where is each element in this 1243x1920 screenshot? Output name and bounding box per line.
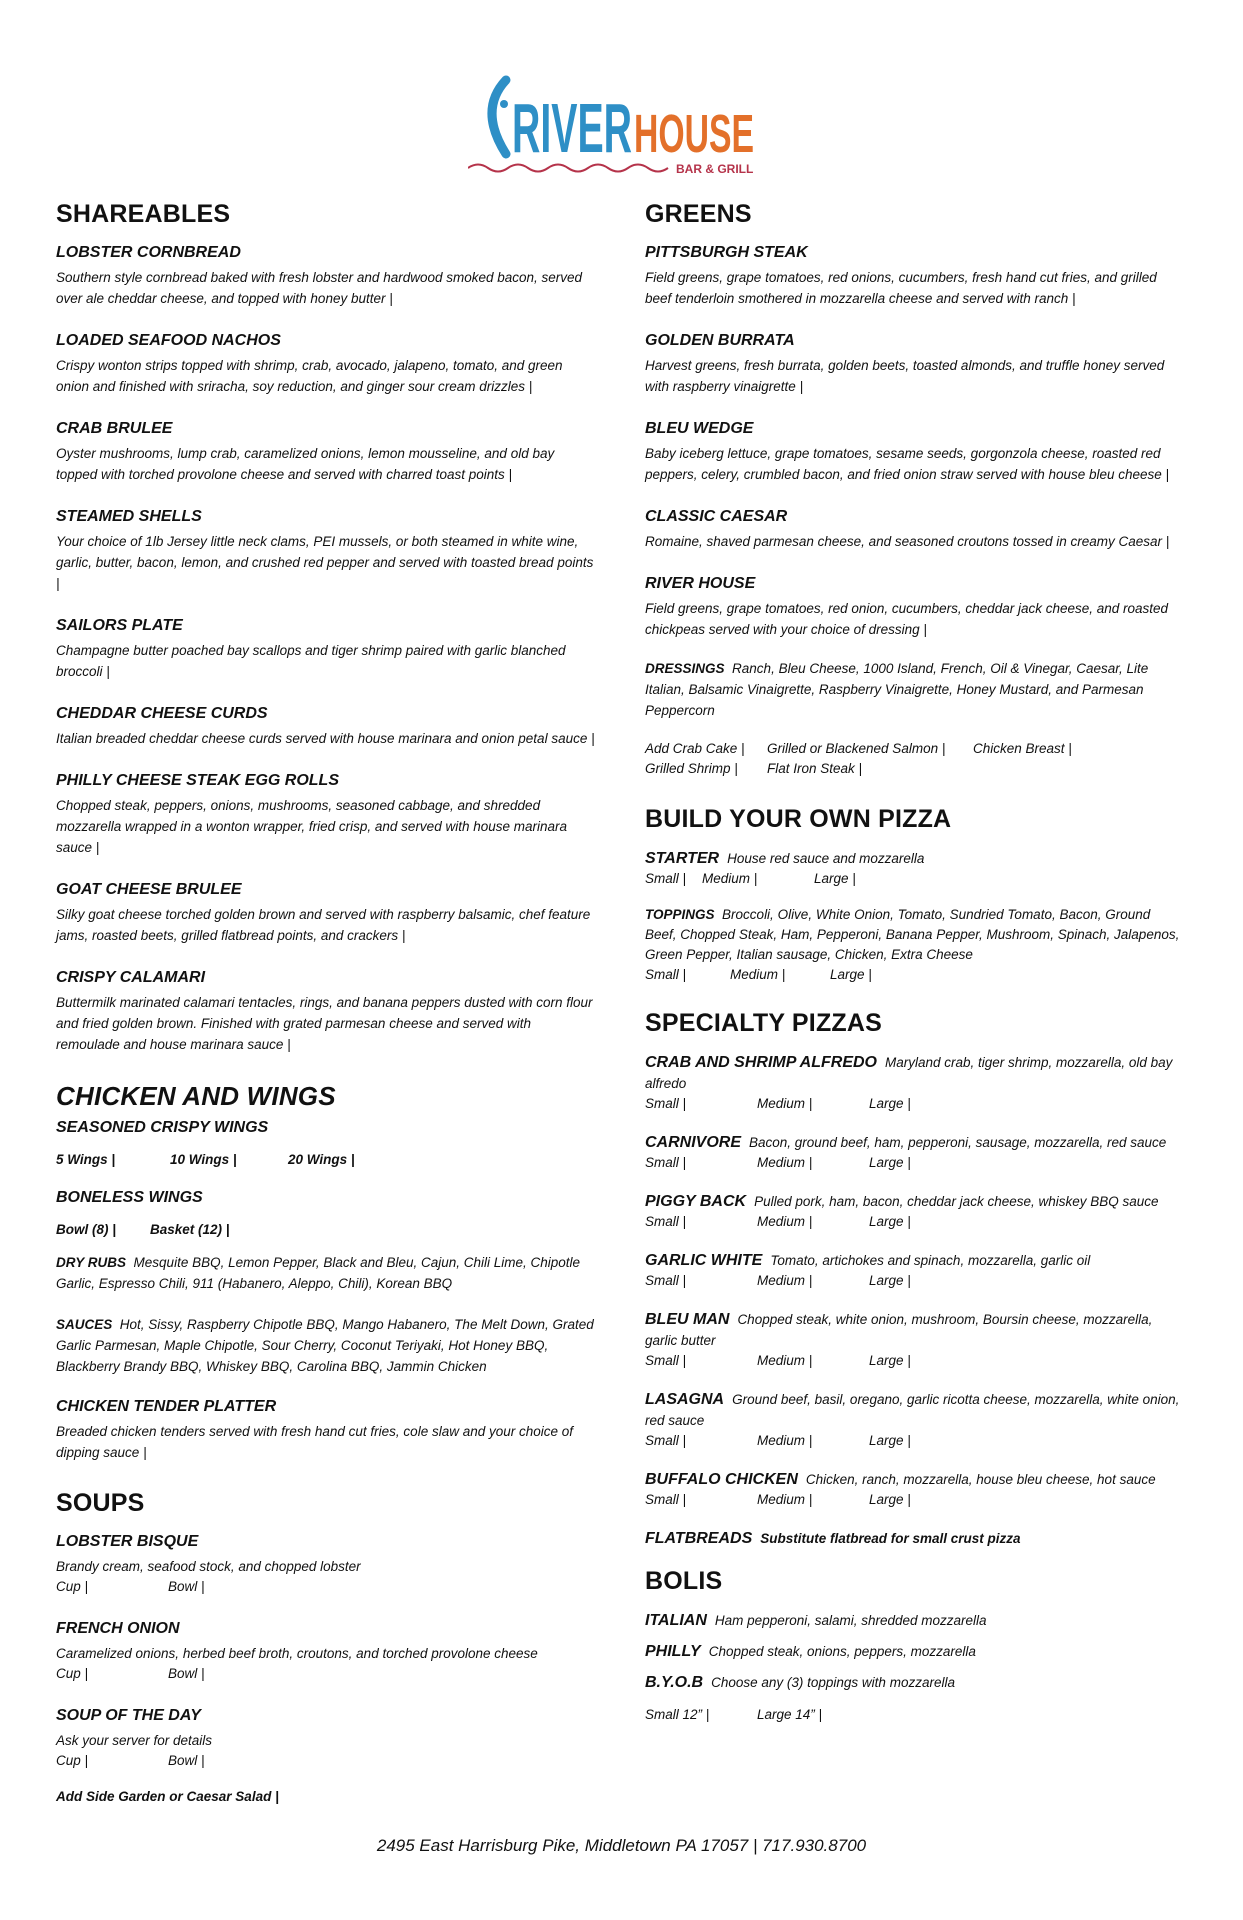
item-line	[645, 848, 1185, 869]
item-name: FLATBREADS	[645, 1530, 753, 1547]
size-option: Large |	[830, 967, 872, 982]
item-desc: Italian breaded cheddar cheese curds served with house marinara and onion petal sauce |	[56, 731, 595, 746]
item-name: SOUP OF THE DAY	[56, 1707, 201, 1724]
item-desc: House red sauce and mozzarella	[727, 851, 925, 866]
item-desc: Baby iceberg lettuce, grape tomatoes, sesame seeds, gorgonzola cheese, roasted red peppers, celery, crumbled bacon, and fried onion straw served with house bleu cheese |	[645, 446, 1170, 482]
item-name: PITTSBURGH STEAK	[645, 244, 808, 261]
size-option: Cup |	[56, 1666, 89, 1681]
menu-item	[645, 1191, 1185, 1232]
item-name: GOAT CHEESE BRULEE	[56, 881, 242, 898]
size-option: Medium |	[757, 1492, 813, 1507]
size-option: Medium |	[757, 1155, 813, 1170]
item-name: STARTER	[645, 850, 720, 867]
item-name: LOADED SEAFOOD NACHOS	[56, 332, 281, 349]
item-name: CLASSIC CAESAR	[645, 508, 788, 525]
menu-item	[56, 331, 596, 397]
size-options	[56, 1220, 596, 1240]
item-desc: Brandy cream, seafood stock, and chopped lobster	[56, 1559, 361, 1574]
size-option: Medium |	[757, 1214, 813, 1229]
menu-item	[645, 331, 1185, 397]
riverhouse-logo	[468, 42, 778, 177]
size-option: Large 14” |	[757, 1707, 823, 1722]
item-name: BONELESS WINGS	[56, 1189, 203, 1206]
menu-item	[645, 1469, 1185, 1510]
size-options	[645, 1094, 1185, 1114]
item-line	[645, 1528, 1185, 1549]
menu-item	[56, 968, 596, 1055]
size-options	[645, 1705, 1185, 1725]
size-option: Bowl |	[168, 1579, 205, 1594]
menu-item	[56, 1532, 596, 1597]
section-title-soups: SOUPS	[56, 1489, 145, 1517]
menu-item	[56, 1118, 596, 1170]
item-desc: Chopped steak, white onion, mushroom, Boursin cheese, mozzarella, garlic butter	[645, 1312, 1153, 1348]
item-name: CRAB AND SHRIMP ALFREDO	[645, 1054, 877, 1071]
size-option: Cup |	[56, 1579, 89, 1594]
section-title-greens: GREENS	[645, 200, 752, 228]
size-option: Large |	[869, 1096, 911, 1111]
item-name: CARNIVORE	[645, 1134, 742, 1151]
size-option: Small |	[645, 1433, 687, 1448]
item-desc: Romaine, shaved parmesan cheese, and seasoned croutons tossed in creamy Caesar |	[645, 534, 1170, 549]
addon-option: Grilled Shrimp |	[645, 761, 738, 776]
addon-option: Grilled or Blackened Salmon |	[767, 741, 946, 756]
size-options	[56, 1150, 596, 1170]
item-desc: Choose any (3) toppings with mozzarella	[711, 1675, 955, 1690]
item-name: SAILORS PLATE	[56, 617, 183, 634]
menu-item	[56, 771, 596, 858]
item-desc: Field greens, grape tomatoes, red onions, cucumbers, fresh hand cut fries, and grilled beef tenderloin smothered in mozzarella cheese and served with ranch |	[645, 270, 1157, 306]
size-option: Large |	[869, 1273, 911, 1288]
menu-item	[645, 1389, 1185, 1451]
item-name: CRAB BRULEE	[56, 420, 173, 437]
section-title-byo-pizza: BUILD YOUR OWN PIZZA	[645, 805, 952, 833]
item-name: CHICKEN TENDER PLATTER	[56, 1398, 277, 1415]
item-name: FRENCH ONION	[56, 1620, 180, 1637]
size-option: 5 Wings |	[56, 1152, 116, 1167]
size-options	[56, 1577, 596, 1597]
menu-item	[645, 1610, 1185, 1631]
item-desc: Breaded chicken tenders served with fresh hand cut fries, cole slaw and your choice of dipping sauce |	[56, 1424, 574, 1460]
size-option: Small |	[645, 1353, 687, 1368]
size-option: Medium |	[757, 1433, 813, 1448]
sauces-label: SAUCES	[56, 1317, 113, 1332]
size-option: 10 Wings |	[170, 1152, 237, 1167]
size-option: Medium |	[702, 871, 758, 886]
item-desc: Bacon, ground beef, ham, pepperoni, sausage, mozzarella, red sauce	[749, 1135, 1167, 1150]
size-option: Small |	[645, 1214, 687, 1229]
item-desc: Tomato, artichokes and spinach, mozzarella, garlic oil	[770, 1253, 1091, 1268]
size-option: Bowl |	[168, 1666, 205, 1681]
dry-rubs-list: Mesquite BBQ, Lemon Pepper, Black and Bleu, Cajun, Chili Lime, Chipotle Garlic, Espresso Chili, 911 (Habanero, Aleppo, Chili), Korean BBQ	[56, 1255, 581, 1291]
item-desc: Caramelized onions, herbed beef broth, croutons, and torched provolone cheese	[56, 1646, 538, 1661]
addons-row	[645, 739, 1185, 759]
size-options	[645, 1212, 1185, 1232]
menu-item	[56, 419, 596, 485]
item-name: RIVER HOUSE	[645, 575, 756, 592]
size-option: Small |	[645, 1096, 687, 1111]
item-line	[645, 1389, 1185, 1431]
menu-item	[56, 1397, 596, 1463]
size-option: Small 12” |	[645, 1707, 710, 1722]
item-desc: Substitute flatbread for small crust pizza	[760, 1531, 1021, 1546]
item-desc: Maryland crab, tiger shrimp, mozzarella, old bay alfredo	[645, 1055, 1173, 1091]
dry-rubs-label: DRY RUBS	[56, 1255, 127, 1270]
size-option: Small |	[645, 1155, 687, 1170]
menu-item	[645, 1250, 1185, 1291]
item-desc: Ground beef, basil, oregano, garlic ricotta cheese, mozzarella, white onion, red sauce	[645, 1392, 1180, 1428]
size-option: Medium |	[757, 1096, 813, 1111]
menu-item	[56, 616, 596, 682]
side-salad-addon: Add Side Garden or Caesar Salad |	[56, 1789, 279, 1804]
size-option: Medium |	[757, 1273, 813, 1288]
item-desc: Chopped steak, onions, peppers, mozzarella	[708, 1644, 976, 1659]
item-name: ITALIAN	[645, 1612, 707, 1629]
menu-item	[645, 1528, 1185, 1549]
item-name: GOLDEN BURRATA	[645, 332, 795, 349]
item-name: PHILLY	[645, 1643, 701, 1660]
item-desc: Southern style cornbread baked with fresh lobster and hardwood smoked bacon, served over ale cheddar cheese, and topped with honey butter |	[56, 270, 583, 306]
dressings-label: DRESSINGS	[645, 661, 725, 676]
item-name: BLEU WEDGE	[645, 420, 754, 437]
item-name: STEAMED SHELLS	[56, 508, 202, 525]
size-option: Large |	[869, 1353, 911, 1368]
size-option: Small |	[645, 1492, 687, 1507]
dry-rubs	[56, 1252, 596, 1294]
item-desc: Pulled pork, ham, bacon, cheddar jack cheese, whiskey BBQ sauce	[754, 1194, 1159, 1209]
addon-option: Add Crab Cake |	[645, 741, 745, 756]
menu-item	[56, 880, 596, 946]
size-options	[56, 1664, 596, 1684]
menu-item	[645, 507, 1185, 552]
item-desc: Champagne butter poached bay scallops and tiger shrimp paired with garlic blanched broccoli |	[56, 643, 566, 679]
menu-item	[645, 1309, 1185, 1371]
item-desc: Ask your server for details	[56, 1733, 213, 1748]
item-desc: Ham pepperoni, salami, shredded mozzarella	[714, 1613, 987, 1628]
sauces	[56, 1314, 596, 1377]
size-option: Large |	[869, 1433, 911, 1448]
menu-item	[645, 1641, 1185, 1662]
size-option: Bowl (8) |	[56, 1222, 117, 1237]
menu-item	[645, 574, 1185, 640]
size-option: Large |	[869, 1155, 911, 1170]
size-option: Cup |	[56, 1753, 89, 1768]
size-option: 20 Wings |	[288, 1152, 355, 1167]
item-name: CRISPY CALAMARI	[56, 969, 206, 986]
item-name: SEASONED CRISPY WINGS	[56, 1119, 269, 1136]
item-name: CHEDDAR CHEESE CURDS	[56, 705, 268, 722]
size-option: Basket (12) |	[150, 1222, 230, 1237]
item-desc: Chicken, ranch, mozzarella, house bleu cheese, hot sauce	[805, 1472, 1156, 1487]
size-options	[645, 1153, 1185, 1173]
size-option: Small |	[645, 967, 687, 982]
section-title-wings: CHICKEN AND WINGS	[56, 1081, 336, 1111]
logo-tagline: BAR & GRILL	[676, 162, 754, 176]
item-desc: Harvest greens, fresh burrata, golden beets, toasted almonds, and truffle honey served with raspberry vinaigrette |	[645, 358, 1165, 394]
addon-option: Flat Iron Steak |	[767, 761, 863, 776]
logo-house: HOUSE	[634, 104, 754, 164]
item-line	[645, 1132, 1185, 1153]
size-options	[645, 1431, 1185, 1451]
menu-item	[645, 848, 1185, 889]
menu-item	[645, 419, 1185, 485]
item-desc: Silky goat cheese torched golden brown and served with raspberry balsamic, chef feature jams, roasted beets, grilled flatbread points, and crackers |	[56, 907, 591, 943]
menu-item	[645, 905, 1185, 985]
menu-item	[645, 243, 1185, 309]
right-column	[645, 200, 1185, 1725]
section-title-shareables: SHAREABLES	[56, 200, 231, 228]
logo-river: RIVER	[512, 89, 632, 167]
menu-item	[56, 243, 596, 309]
item-desc: Crispy wonton strips topped with shrimp, crab, avocado, jalapeno, tomato, and green onion and finished with sriracha, soy reduction, and ginger sour cream drizzles |	[56, 358, 563, 394]
menu-item	[56, 1619, 596, 1684]
size-option: Large |	[869, 1214, 911, 1229]
item-name: B.Y.O.B	[645, 1674, 704, 1691]
size-option: Small |	[645, 871, 687, 886]
item-name: PHILLY CHEESE STEAK EGG ROLLS	[56, 772, 339, 789]
size-options	[56, 1751, 596, 1771]
item-desc: Field greens, grape tomatoes, red onion, cucumbers, cheddar jack cheese, and roasted chickpeas served with your choice of dressing |	[645, 601, 1169, 637]
addons-row	[645, 759, 1185, 779]
menu-item	[56, 1188, 596, 1240]
address-footer: 2495 East Harrisburg Pike, Middletown PA 17057 | 717.930.8700	[376, 1836, 867, 1855]
item-name: BUFFALO CHICKEN	[645, 1471, 798, 1488]
item-name: LOBSTER CORNBREAD	[56, 244, 241, 261]
toppings-list: Broccoli, Olive, White Onion, Tomato, Sundried Tomato, Bacon, Ground Beef, Chopped Steak, Ham, Pepperoni, Banana Pepper, Mushroom, Spinach, Jalapenos, Green Pepper, Italian sausage, Chicken, Extra Cheese	[645, 907, 1180, 962]
size-option: Small |	[645, 1273, 687, 1288]
item-line	[645, 1052, 1185, 1094]
item-line	[645, 1250, 1185, 1271]
size-option: Medium |	[757, 1353, 813, 1368]
menu-item	[56, 507, 596, 594]
item-line	[645, 1469, 1185, 1490]
size-option: Bowl |	[168, 1753, 205, 1768]
size-options	[645, 965, 1185, 985]
left-column	[56, 200, 596, 1804]
menu-item	[56, 1706, 596, 1771]
sauces-list: Hot, Sissy, Raspberry Chipotle BBQ, Mango Habanero, The Melt Down, Grated Garlic Parmesan, Maple Chipotle, Sour Cherry, Coconut Teriyaki, Hot Honey BBQ, Blackberry Brandy BBQ, Whiskey BBQ, Carolina BBQ, Jammin Chicken	[56, 1317, 594, 1374]
menu-item	[645, 1132, 1185, 1173]
addon-option: Chicken Breast |	[973, 741, 1072, 756]
section-title-bolis: BOLIS	[645, 1567, 723, 1595]
size-option: Large |	[869, 1492, 911, 1507]
size-options	[645, 869, 1185, 889]
item-name: LASAGNA	[645, 1391, 725, 1408]
menu-item	[56, 704, 596, 749]
dressings-list: Ranch, Bleu Cheese, 1000 Island, French, Oil & Vinegar, Caesar, Lite Italian, Balsamic Vinaigrette, Raspberry Vinaigrette, Honey Mustard, and Parmesan Peppercorn	[645, 661, 1149, 718]
item-name: BLEU MAN	[645, 1311, 730, 1328]
item-name: PIGGY BACK	[645, 1193, 747, 1210]
item-desc: Chopped steak, peppers, onions, mushrooms, seasoned cabbage, and shredded mozzarella wrapped in a wonton wrapper, fried crisp, and served with house marinara sauce |	[56, 798, 568, 855]
size-options	[645, 1351, 1185, 1371]
menu-item	[645, 1672, 1185, 1693]
size-option: Medium |	[730, 967, 786, 982]
section-title-specialty-pizzas: SPECIALTY PIZZAS	[645, 1009, 883, 1037]
size-options	[645, 1490, 1185, 1510]
toppings-label: TOPPINGS	[645, 907, 715, 922]
item-desc: Your choice of 1lb Jersey little neck clams, PEI mussels, or both steamed in white wine, garlic, butter, bacon, lemon, and crushed red pepper and served with toasted bread points |	[56, 534, 594, 591]
toppings	[645, 905, 1185, 965]
menu-item	[645, 1052, 1185, 1114]
dressings	[645, 658, 1185, 721]
item-name: GARLIC WHITE	[645, 1252, 763, 1269]
item-line	[645, 1309, 1185, 1351]
size-option: Large |	[814, 871, 856, 886]
item-name: LOBSTER BISQUE	[56, 1533, 199, 1550]
size-options	[645, 1271, 1185, 1291]
item-line	[645, 1191, 1185, 1212]
item-desc: Buttermilk marinated calamari tentacles, rings, and banana peppers dusted with corn flour and fried golden brown. Finished with grated parmesan cheese and served with remoulade and house marinara sauce |	[56, 995, 593, 1052]
item-desc: Oyster mushrooms, lump crab, caramelized onions, lemon mousseline, and old bay topped with torched provolone cheese and served with charred toast points |	[56, 446, 555, 482]
